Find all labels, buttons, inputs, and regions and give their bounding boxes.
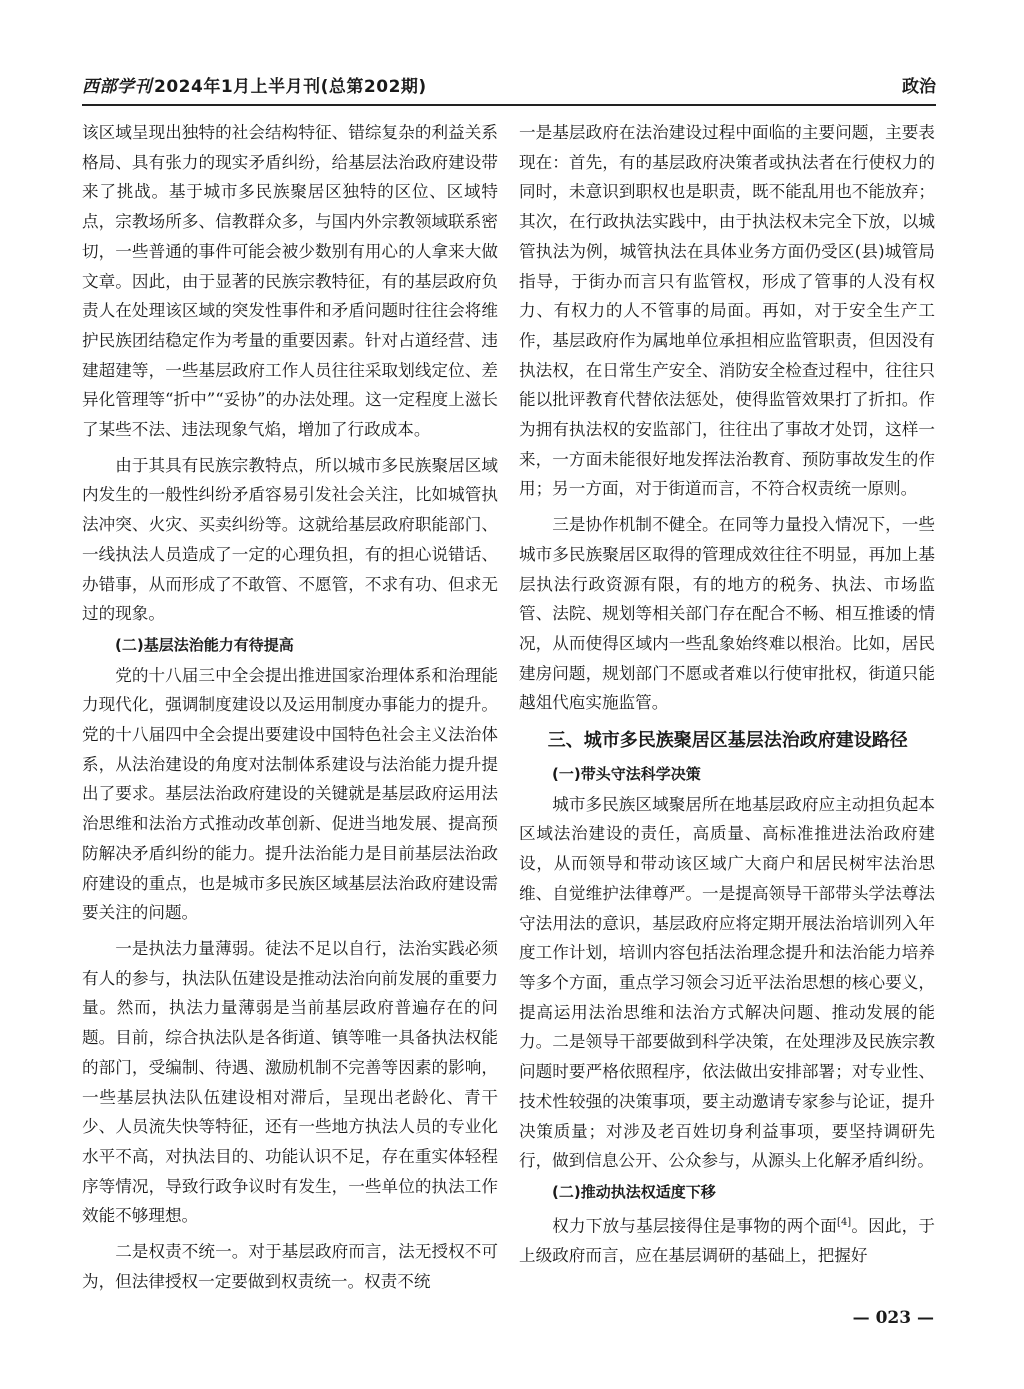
paragraph: 二是权责不统一。对于基层政府而言，法无授权不可为，但法律授权一定要做到权责统一。权责不统: [82, 1242, 498, 1291]
journal-issue: [82, 72, 427, 97]
paragraph: 一是执法力量薄弱。徒法不足以自行，法治实践必须有人的参与，执法队伍建设是推动法治向前发展的重要力量。然而，执法力量薄弱是当前基层政府普遍存在的问题。目前，综合执法队是各街道、镇等唯一具备执法权能的部门，受编制、待遇、激励机制不完善等因素的影响，一些基层执法队伍建设相对滞后，呈现出老龄化、青干少、人员流失快等特征，还有一些地方执法人员的专业化水平不高，对执法目的、功能认识不足，存在重实体轻程序等情况，导致行政争议时有发生，一些单位的执法工作效能不够理想。: [82, 938, 498, 1226]
paragraph: 城市多民族区域聚居所在地基层政府应主动担负起本区域法治建设的责任，高质量、高标准推进法治政府建设，从而领导和带动该区域广大商户和居民树牢法治思维、自觉维护法律尊严。一是提高领导干部带头学法尊法守法用法的意识，基层政府应将定期开展法治培训列入年度工作计划，培训内容包括法治理念提升和法治能力培养等多个方面，重点学习领会习近平法治思想的核心要义，提高运用法治思维和法治方式解决问题、推动发展的能力。二是领导干部要做到科学决策，在处理涉及民族宗教问题时要严格依照程序，依法做出安排部署；对专业性、技术性较强的决策事项，要主动邀请专家参与论证，提升决策质量；对涉及老百姓切身利益事项，要坚持调研先行，做到信息公开、公众参与，从源头上化解矛盾纠纷。: [519, 794, 935, 1171]
paragraph: 一是基层政府在法治建设过程中面临的主要问题，主要表现在：首先，有的基层政府决策者或执法者在行使权力的同时，未意识到职权也是职责，既不能乱用也不能放弃；其次，在行政执法实践中，由于执法权未完全下放，以城管执法为例，城管执法在具体业务方面仍受区(县)城管局指导，于街办而言只有监管权，形成了管事的人没有权力、有权力的人不管事的局面。再如，对于安全生产工作，基层政府作为属地单位承担相应监管职责，但因没有执法权，在日常生产安全、消防安全检查过程中，往往只能以批评教育代替依法惩处，使得监管效果打了折扣。作为拥有执法权的安监部门，往往出了事故才处罚，这样一来，一方面未能很好地发挥法治教育、预防事故发生的作用；另一方面，对于街道而言，不符合权责统一原则。: [519, 123, 935, 499]
subsection-heading: (二)基层法治能力有待提高: [115, 635, 294, 654]
page-number: — 023 —: [852, 1308, 934, 1328]
right-column: [519, 118, 935, 1271]
subsection-heading: (一)带头守法科学决策: [552, 765, 701, 784]
paragraph-text: 。因此，于上级政府而言，应在基层调研的基础上，把握好: [519, 1216, 936, 1265]
citation-ref: [4]: [837, 1216, 852, 1228]
left-column: [82, 118, 498, 1296]
section-heading: 三、城市多民族聚居区基层法治政府建设路径: [547, 730, 908, 752]
subsection-heading: (二)推动执法权适度下移: [552, 1182, 716, 1201]
paragraph: 党的十八届三中全会提出推进国家治理体系和治理能力现代化，强调制度建设以及运用制度办事能力的提升。党的十八届四中全会提出要建设中国特色社会主义法治体系，从法治建设的角度对法制体系建设与法治能力提升提出了要求。基层法治政府建设的关键就是基层政府运用法治思维和法治方式推动改革创新、促进当地发展、提高预防解决矛盾纠纷的能力。提升法治能力是目前基层法治政府建设的重点，也是城市多民族区域基层法治政府建设需要关注的问题。: [82, 665, 498, 923]
running-header: [82, 70, 936, 106]
paragraph: [519, 1208, 935, 1271]
paragraph: 三是协作机制不健全。在同等力量投入情况下，一些城市多民族聚居区取得的管理成效往往不明显，再加上基层执法行政资源有限，有的地方的税务、执法、市场监管、法院、规划等相关部门存在配合不畅、相互推诿的情况，从而使得区域内一些乱象始终难以根治。比如，居民建房问题，规划部门不愿或者难以行使审批权，街道只能越俎代庖实施监管。: [519, 515, 935, 713]
paragraph-text: 权力下放与基层接得住是事物的两个面: [552, 1216, 838, 1236]
paragraph: 由于其具有民族宗教特点，所以城市多民族聚居区域内发生的一般性纠纷矛盾容易引发社会关注，比如城管执法冲突、火灾、买卖纠纷等。这就给基层政府职能部门、一线执法人员造成了一定的心理负担，有的担心说错话、办错事，从而形成了不敢管、不愿管，不求有功、但求无过的现象。: [82, 455, 498, 624]
paragraph: 该区域呈现出独特的社会结构特征、错综复杂的利益关系格局、具有张力的现实矛盾纠纷，给基层法治政府建设带来了挑战。基于城市多民族聚居区独特的区位、区域特点，宗教场所多、信教群众多，与国内外宗教领域联系密切，一些普通的事件可能会被少数别有用心的人拿来大做文章。因此，由于显著的民族宗教特征，有的基层政府负责人在处理该区域的突发性事件和矛盾问题时往往会将维护民族团结稳定作为考量的重要因素。针对占道经营、违建超建等，一些基层政府工作人员往往采取划线定位、差异化管理等“折中”“妥协”的办法处理。这一定程度上滋长了某些不法、违法现象气焰，增加了行政成本。: [82, 123, 498, 440]
journal-logo: 西部学刊: [82, 77, 152, 97]
section-name: 政治: [902, 77, 936, 97]
issue-info: 2024年1月上半月刊(总第202期): [154, 77, 427, 97]
